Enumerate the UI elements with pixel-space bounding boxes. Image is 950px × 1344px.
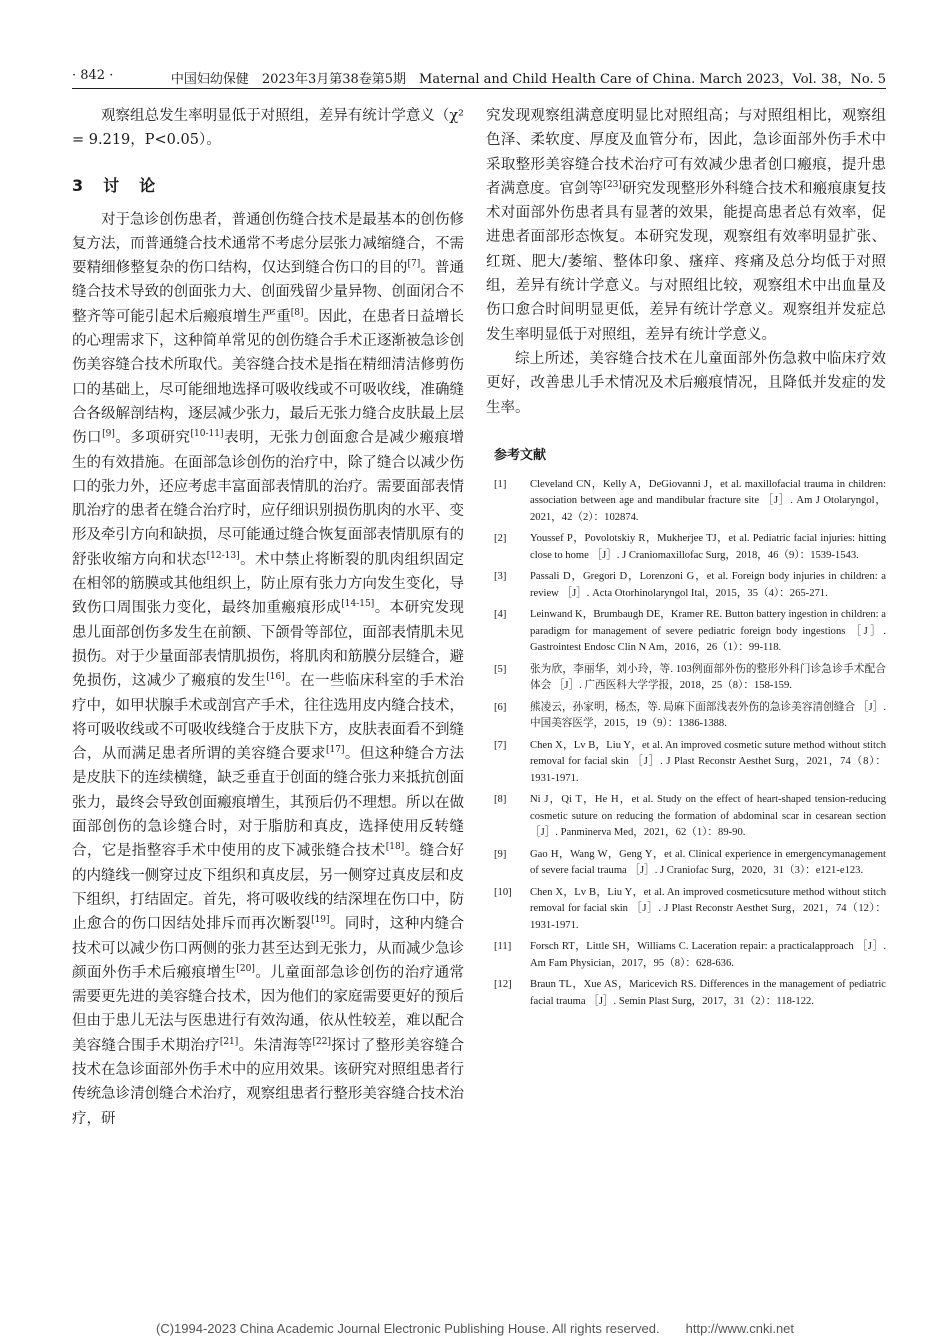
text: 。普通缝合技术导致的创面张力大、创面残留少量异物、创面闭合不整齐等可能引起术后瘢痕增生严重 xyxy=(72,260,465,325)
reference-text: Youssef P，Povolotskiy R，Mukherjee TJ，et al. Pediatric facial injuries: hitting close to home ［J］. J Craniomaxillofac Surg，2018，46（9）：1539-1543. xyxy=(530,533,886,561)
reference-number: [4] xyxy=(494,609,507,621)
citation[interactable]: [12-13] xyxy=(206,550,240,561)
paragraph-discussion-2 xyxy=(486,104,886,347)
text: 。本研究发现患儿面部创伤多发生在前额、下颌骨等部位，面部表情肌未见损伤。对于少量面部表情肌损伤，将肌肉和筋膜分层缝合，避免损伤，这减少了瘢痕的发生 xyxy=(72,600,465,690)
reference-item xyxy=(486,939,886,972)
reference-text: 熊凌云，孙家明，杨杰，等. 局麻下面部浅表外伤的急诊美容清创缝合 ［J］. 中国美容医学，2015，19（9）：1386-1388. xyxy=(530,701,886,730)
text: 。在一些临床科室的手术治疗中，如甲状腺手术或剖宫产手术，往往选用皮内缝合技术，将可吸收线或不可吸收线缝合于皮肤下方，皮肤表面看不到缝合，从而满足患者所谓的美容缝合要求 xyxy=(72,673,465,763)
reference-item xyxy=(486,569,886,602)
section-title-discussion: 3 讨 论 xyxy=(72,175,158,195)
text: 。多项研究 xyxy=(114,430,191,447)
reference-item xyxy=(486,700,886,733)
citation[interactable]: [20] xyxy=(236,963,255,974)
citation[interactable]: [17] xyxy=(326,745,345,756)
paragraph-discussion-1 xyxy=(72,208,464,1131)
reference-number: [10] xyxy=(494,886,512,898)
reference-item xyxy=(486,792,886,842)
journal-title: 中国妇幼保健 2023年3月第38卷第5期 Maternal and Child Health Care of China. March 2023，Vol. 38，No. 5 xyxy=(170,72,886,87)
citation[interactable]: [23] xyxy=(603,180,622,191)
reference-text: Ni J，Qi T，He H，et al. Study on the effect of heart-shaped tension-reducing cosmetic suture on reducing the formation of abdominal scar in cesarean section ［J］. Panminerva Med，2021，62（1）：89-90. xyxy=(530,794,886,839)
citation[interactable]: [21] xyxy=(219,1036,239,1047)
reference-text: 张为欣，李丽华，刘小玲，等. 103例面部外伤的整形外科门诊急诊手术配合体会 ［J］. 广西医科大学学报，2018，25（8）：158-159. xyxy=(530,663,886,692)
text: 表明，无张力创面愈合是减少瘢痕增生的有效措施。在面部急诊创伤的治疗中，除了缝合以减少伤口的张力外，还应考虑丰富面部表情肌的治疗。需要面部表情肌治疗的患者在缝合治疗时，应仔细识别损伤肌肉的水平、变形及牵引方向和缺损，尽可能通过缝合恢复面部表情肌原有的舒张收缩方向和状态 xyxy=(72,430,465,568)
reference-item xyxy=(486,607,886,657)
citation[interactable]: [19] xyxy=(311,915,330,926)
paragraph-result-end: 观察组总发生率明显低于对照组，差异有统计学意义（χ² = 9.219，P<0.05）。 xyxy=(72,108,464,149)
reference-text: Passali D，Gregori D，Lorenzoni G，et al. Foreign body injuries in children: a review ［J］. Acta Otorhinolaryngol Ital，2015，35（4）：265-271. xyxy=(530,571,886,599)
reference-item xyxy=(486,531,886,564)
reference-number: [6] xyxy=(494,701,507,713)
text: 。缝合好的内缝线一侧穿过皮下组织和真皮层，另一侧穿过真皮层和皮下组织，打结固定。首先，将可吸收线的结深埋在伤口中，防止愈合的伤口因结处排斥而再次断裂 xyxy=(72,843,465,933)
left-column xyxy=(72,104,464,1131)
text: 。儿童面部急诊创伤的治疗通常需要更先进的美容缝合技术，因为他们的家庭需要更好的预后但由于患儿无法与医患进行有效沟通，依从性较差，难以配合美容缝合围手术期治疗 xyxy=(72,964,465,1054)
text: 。朱清海等 xyxy=(238,1037,313,1054)
citation[interactable]: [10-11] xyxy=(190,429,224,440)
reference-number: [11] xyxy=(494,941,512,953)
text: 对于急诊创伤患者，普通创伤缝合技术是最基本的创伤修复方法，而普通缝合技术通常不考虑分层张力减缩缝合，不需要精细修整复杂的伤口结构，仅达到缝合伤口的目的 xyxy=(72,211,464,277)
reference-text: Gao H，Wang W，Geng Y，et al. Clinical experience in emergencymanagement of severe facial trauma ［J］. J Craniofac Surg，2020，31（3）：e121-e123. xyxy=(530,848,886,877)
reference-text: Forsch RT，Little SH，Williams C. Laceration repair: a practicalapproach ［J］. Am Fam Physician，2017，95（8）：628-636. xyxy=(530,941,886,969)
references-title: 参考文献 xyxy=(494,447,547,463)
reference-number: [12] xyxy=(494,979,512,991)
reference-item xyxy=(486,662,886,695)
text: 。术中禁止将断裂的肌肉组织固定在相邻的筋膜或其他组织上，防止原有张力方向发生变化，导致伤口周围张力变化，最终加重瘢痕形成 xyxy=(72,551,465,617)
text: 。因此，在患者日益增长的心理需求下，这种简单常见的创伤缝合手术正逐渐被急诊创伤美容缝合技术所取代。美容缝合技术是指在精细清洁修剪伤口的基础上，尽可能细地选择可吸收线或不可吸收线，准确缝合各级解剖结构，逐层减少张力，最后无张力缝合皮肤最上层伤口 xyxy=(72,308,464,447)
reference-text: Cleveland CN，Kelly A，DeGiovanni J，et al. maxillofacial trauma in children: association between age and mandibular fracture site ［J］. Am J Otolaryngol，2021，42（2）：102874. xyxy=(530,478,886,523)
text: 。但这种缝合方法是皮肤下的连续横缝，缺乏垂直于创面的缝合张力来抵抗创面张力，最终会导致创面瘢痕增生，其预后仍不理想。所以在做面部创伤的急诊缝合时，对于脂肪和真皮，选择使用反转缝合，它是指整容手术中使用的皮下减张缝合技术 xyxy=(72,746,465,860)
text: 研究发现整形外科缝合技术和瘢痕康复技术对面部外伤患者具有显著的效果，能提高患者总有效率，促进患者面部形态恢复。本研究发现，观察组有效率明显扩张、红斑、肥大/萎缩、整体印象、瘙痒、疼痛及总分均低于对照组，差异有统计学意义。与对照组比较，观察组术中出血量及伤口愈合时间明显更低，差异有统计学意义。观察组并发症总发生率明显低于对照组，差异有统计学意义。 xyxy=(486,180,886,343)
citation[interactable]: [7] xyxy=(407,259,421,270)
reference-number: [7] xyxy=(494,739,507,751)
reference-item xyxy=(486,477,886,527)
reference-number: [8] xyxy=(494,794,507,806)
running-header xyxy=(72,66,886,89)
reference-number: [9] xyxy=(494,848,507,860)
reference-text: Chen X，Lv B，Liu Y，et al. An improved cosmeticsuture method without stitch removal for facial skin ［J］. J Plast Reconstr Aesthet Surg，2021，74（12）：1931-1971. xyxy=(530,886,886,931)
reference-item xyxy=(486,977,886,1010)
reference-item xyxy=(486,738,886,788)
citation[interactable]: [14-15] xyxy=(341,599,375,610)
text: 究发现观察组满意度明显比对照组高；与对照组相比，观察组色泽、柔软度、厚度及血管分布，因此，急诊面部外伤手术中采取整形美容缝合技术治疗可有效减少患者创口瘢痕，提升患者满意度。官剑等 xyxy=(486,108,886,197)
text: 。同时，这种内缝合技术可以减少伤口两侧的张力甚至达到无张力，从而减少急诊颜面外伤手术后瘢痕增生 xyxy=(72,916,465,981)
reference-number: [1] xyxy=(494,478,507,490)
copyright-footer: (C)1994-2023 China Academic Journal Electronic Publishing House. All rights reserved. http://www.cnki.net xyxy=(155,1321,795,1336)
reference-item xyxy=(486,885,886,935)
page-number: · 842 · xyxy=(72,68,114,83)
reference-number: [3] xyxy=(494,571,507,583)
text: 探讨了整形美容缝合技术在急诊面部外伤手术中的应用效果。该研究对照组患者行传统急诊清创缝合术治疗，观察组患者行整形美容缝合技术治疗，研 xyxy=(72,1037,464,1127)
reference-item xyxy=(486,847,886,880)
paragraph-conclusion: 综上所述，美容缝合技术在儿童面部外伤急救中临床疗效更好，改善患儿手术情况及术后瘢痕情况，且降低并发症的发生率。 xyxy=(486,350,886,416)
citation[interactable]: [9] xyxy=(102,429,115,440)
citation[interactable]: [8] xyxy=(290,307,304,318)
citation[interactable]: [18] xyxy=(385,842,405,853)
reference-number: [2] xyxy=(494,533,507,545)
reference-text: Leinwand K，Brumbaugh DE，Kramer RE. Button battery ingestion in children: a paradigm for management of severe pediatric foreign body ingestions ［J］. Gastrointest Endosc Clin N Am，2016，26（1）：99-118. xyxy=(530,609,886,654)
reference-list xyxy=(486,477,886,1011)
reference-number: [5] xyxy=(494,663,507,675)
reference-text: Chen X，Lv B，Liu Y，et al. An improved cosmetic suture method without stitch removal for facial skin ［J］. J Plast Reconstr Aesthet Surg，2021，74（8）：1931-1971. xyxy=(530,739,886,784)
citation[interactable]: [22] xyxy=(312,1036,331,1047)
reference-text: Braun TL，Xue AS，Maricevich RS. Differences in the management of pediatric facial trauma ［J］. Semin Plast Surg，2017，31（2）：118-122. xyxy=(530,979,886,1007)
citation[interactable]: [16] xyxy=(266,672,285,683)
right-column xyxy=(486,104,886,1015)
